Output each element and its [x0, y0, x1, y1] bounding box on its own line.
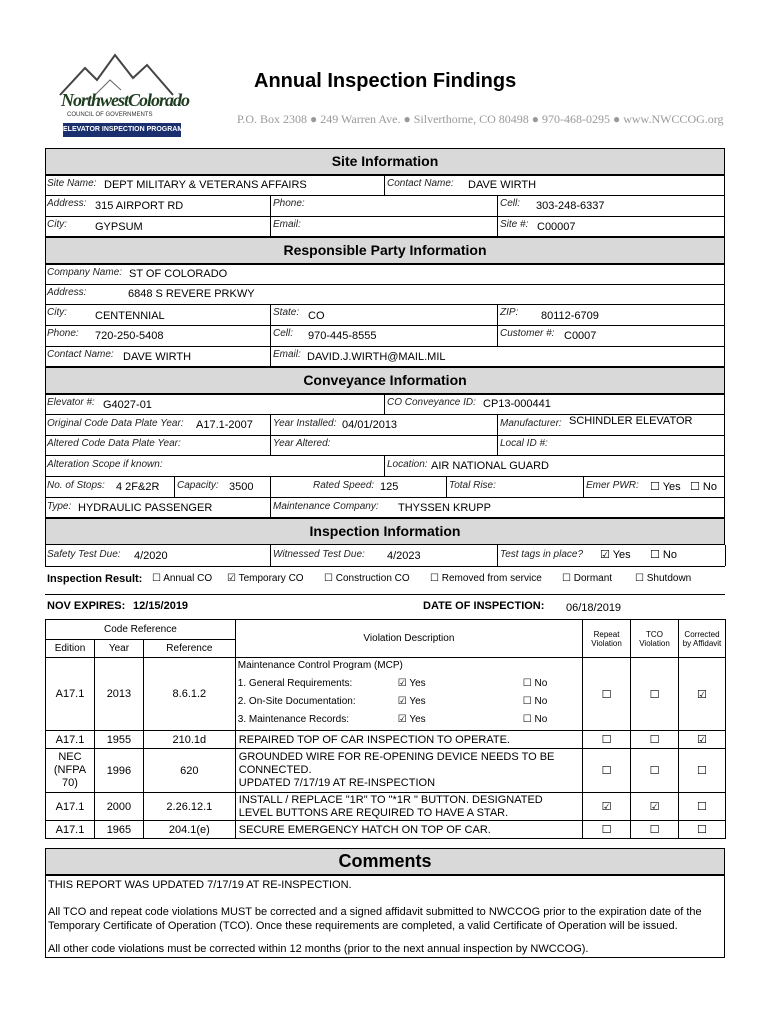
party-email: DAVID.J.WIRTH@MAIL.MIL	[307, 351, 446, 363]
row-reference: 2.26.12.1	[143, 793, 235, 821]
result-dormant-checkbox[interactable]: ☐ Dormant	[562, 573, 613, 584]
total-rise-label: Total Rise:	[449, 480, 496, 491]
edition-header: Edition	[46, 640, 95, 658]
org-address: P.O. Box 2308 ● 249 Warren Ave. ● Silverthorne, CO 80498 ● 970-468-0295 ● www.NWCCOG.org	[237, 112, 724, 126]
site-address-label: Address:	[47, 198, 87, 209]
table-row	[46, 793, 726, 821]
comment-line-3: All other code violations must be corrected within 12 months (prior to the next annual inspection by NWCCOG).	[48, 943, 589, 955]
location-label: Location:	[387, 459, 428, 470]
site-contact: DAVE WIRTH	[468, 179, 537, 191]
comment-line-2: All TCO and repeat code violations MUST be corrected and a signed affidavit submitted to NWCCOG prior to the expiration date of the Temporary Certificate of Operation (TCO). Once these requirements are completed, a valid Certificate of Operation will be issued.	[48, 906, 702, 932]
mcp-corrected-checkbox[interactable]: ☑	[678, 658, 725, 731]
party-zip-label: ZIP:	[500, 307, 519, 318]
mcp-onsite-yes-checkbox[interactable]: ☑ Yes	[397, 696, 426, 707]
site-cell: 303-248-6337	[536, 200, 605, 212]
stops-label: No. of Stops:	[47, 480, 105, 491]
mcp-general-label: 1. General Requirements:	[237, 678, 353, 689]
site-name: DEPT MILITARY & VETERANS AFFAIRS	[104, 179, 307, 191]
year-installed: 04/01/2013	[342, 419, 398, 431]
year-installed-label: Year Installed:	[273, 418, 337, 429]
party-state-label: State:	[273, 307, 300, 318]
inspection-result-label: Inspection Result:	[47, 573, 143, 585]
row-repeat-checkbox[interactable]: ☐	[583, 731, 631, 749]
result-removed-checkbox[interactable]: ☐ Removed from service	[430, 573, 542, 584]
site-address: 315 AIRPORT RD	[95, 200, 184, 212]
co-id: CP13-000441	[483, 398, 551, 410]
party-customer-label: Customer #:	[500, 328, 555, 339]
site-phone-label: Phone:	[273, 198, 305, 209]
mcp-repeat-checkbox[interactable]: ☐	[583, 658, 631, 731]
conveyance-header: Conveyance Information	[45, 367, 725, 394]
row-description-main: GROUNDED WIRE FOR RE-OPENING DEVICE NEEDS TO BE CONNECTED.	[238, 751, 555, 776]
table-row	[46, 821, 726, 839]
alteration-scope-label: Alteration Scope if known:	[47, 459, 163, 470]
row-tco-checkbox[interactable]: ☑	[631, 793, 679, 821]
row-description	[235, 749, 582, 793]
safety-test-label: Safety Test Due:	[47, 549, 121, 560]
row-description-update: UPDATED 7/17/19 AT RE-INSPECTION	[238, 777, 436, 789]
row-description: SECURE EMERGENCY HATCH ON TOP OF CAR.	[235, 821, 582, 839]
emer-pwr-no-checkbox[interactable]: ☐ No	[690, 481, 717, 493]
mcp-onsite-no-checkbox[interactable]: ☐ No	[522, 696, 548, 707]
party-company: ST OF COLORADO	[129, 268, 228, 280]
result-annual-co-checkbox[interactable]: ☐ Annual CO	[152, 573, 213, 584]
site-name-label: Site Name:	[47, 178, 97, 189]
mcp-tco-checkbox[interactable]: ☐	[631, 658, 679, 731]
elevator-label: Elevator #:	[47, 397, 95, 408]
code-reference-header: Code Reference	[46, 620, 236, 640]
party-info-header: Responsible Party Information	[45, 237, 725, 264]
party-cell: 970-445-8555	[308, 330, 377, 342]
party-zip: 80112-6709	[541, 310, 599, 322]
manufacturer-label: Manufacturer:	[500, 418, 562, 429]
comments-header: Comments	[45, 848, 725, 875]
row-corrected-checkbox[interactable]: ☐	[678, 793, 725, 821]
page-title: Annual Inspection Findings	[254, 70, 517, 92]
manufacturer: SCHINDLER ELEVATOR	[569, 415, 693, 427]
site-number-label: Site #:	[500, 219, 529, 230]
result-shutdown-checkbox[interactable]: ☐ Shutdown	[635, 573, 692, 584]
row-edition: A17.1	[46, 793, 95, 821]
party-city-label: City:	[47, 307, 67, 318]
orig-code: A17.1-2007	[196, 419, 253, 431]
corrected-affidavit-header: Corrected by Affidavit	[678, 620, 725, 658]
site-email-label: Email:	[273, 219, 301, 230]
nov-expires: 12/15/2019	[133, 600, 189, 612]
test-tags-label: Test tags in place?	[500, 549, 584, 560]
safety-test-due: 4/2020	[134, 550, 168, 562]
location: AIR NATIONAL GUARD	[431, 460, 549, 472]
violations-table	[45, 619, 726, 839]
violation-description-header: Violation Description	[235, 620, 582, 658]
mcp-general-no-checkbox[interactable]: ☐ No	[522, 678, 548, 689]
row-year: 1996	[94, 749, 143, 793]
type-label: Type:	[47, 501, 72, 512]
table-row	[46, 731, 726, 749]
party-address-label: Address:	[47, 287, 87, 298]
orig-code-label: Original Code Data Plate Year:	[47, 418, 184, 429]
row-corrected-checkbox[interactable]: ☑	[678, 731, 725, 749]
inspection-header: Inspection Information	[45, 518, 725, 545]
reference-header: Reference	[143, 640, 235, 658]
tco-violation-header: TCO Violation	[631, 620, 679, 658]
row-repeat-checkbox[interactable]: ☑	[583, 793, 631, 821]
party-contact-label: Contact Name:	[47, 349, 114, 360]
mcp-title: Maintenance Control Program (MCP)	[237, 660, 403, 671]
mcp-year: 2013	[94, 658, 143, 731]
capacity: 3500	[229, 481, 254, 493]
row-tco-checkbox[interactable]: ☐	[631, 821, 679, 839]
emer-pwr-label: Emer PWR:	[586, 480, 639, 491]
logo-subtitle: COUNCIL OF GOVERNMENTS	[67, 112, 153, 118]
site-city-label: City:	[47, 219, 67, 230]
row-year: 1955	[94, 731, 143, 749]
maint-company: THYSSEN KRUPP	[398, 502, 491, 514]
conveyance-frame	[45, 394, 725, 518]
capacity-label: Capacity:	[177, 480, 219, 491]
year-altered-label: Year Altered:	[273, 438, 331, 449]
rated-speed: 125	[380, 481, 399, 493]
row-reference: 210.1d	[143, 731, 235, 749]
test-tags-no-checkbox[interactable]: ☐ No	[650, 549, 677, 561]
row-edition: NEC (NFPA 70)	[46, 749, 95, 793]
party-phone-label: Phone:	[47, 328, 79, 339]
row-reference: 204.1(e)	[143, 821, 235, 839]
year-header: Year	[94, 640, 143, 658]
witnessed-test-due: 4/2023	[387, 550, 421, 562]
table-row	[46, 658, 726, 731]
result-temporary-co-checkbox[interactable]: ☑ Temporary CO	[227, 573, 304, 584]
party-state: CO	[308, 310, 325, 322]
inspection-date: 06/18/2019	[566, 602, 622, 614]
row-repeat-checkbox[interactable]: ☐	[583, 821, 631, 839]
party-address: 6848 S REVERE PRKWY	[128, 288, 255, 300]
site-contact-label: Contact Name:	[387, 178, 454, 189]
result-construction-co-checkbox[interactable]: ☐ Construction CO	[324, 573, 410, 584]
emer-pwr-yes-checkbox[interactable]: ☐ Yes	[650, 481, 681, 493]
party-customer: C0007	[564, 330, 597, 342]
party-city: CENTENNIAL	[95, 310, 165, 322]
mcp-description	[235, 658, 582, 731]
mcp-edition: A17.1	[46, 658, 95, 731]
rated-speed-label: Rated Speed:	[313, 480, 375, 491]
party-contact: DAVE WIRTH	[123, 351, 192, 363]
witnessed-test-label: Witnessed Test Due:	[273, 549, 365, 560]
site-cell-label: Cell:	[500, 198, 521, 209]
co-id-label: CO Conveyance ID:	[387, 397, 476, 408]
repeat-violation-header: Repeat Violation	[583, 620, 631, 658]
row-corrected-checkbox[interactable]: ☐	[678, 821, 725, 839]
row-tco-checkbox[interactable]: ☐	[631, 731, 679, 749]
maint-company-label: Maintenance Company:	[273, 501, 379, 512]
site-city: GYPSUM	[95, 221, 143, 233]
row-description: REPAIRED TOP OF CAR INSPECTION TO OPERATE.	[235, 731, 582, 749]
nov-expires-label: NOV EXPIRES:	[47, 600, 126, 612]
logo-title: NorthwestColorado	[61, 90, 190, 110]
elevator-number: G4027-01	[103, 399, 152, 411]
mcp-records-yes-checkbox[interactable]: ☑ Yes	[397, 714, 426, 725]
comment-line-1: THIS REPORT WAS UPDATED 7/17/19 AT RE-INSPECTION.	[48, 879, 352, 891]
site-info-header: Site Information	[45, 148, 725, 175]
program-badge: ELEVATOR INSPECTION PROGRAM	[63, 123, 181, 137]
org-logo	[55, 50, 190, 145]
mcp-records-no-checkbox[interactable]: ☐ No	[522, 714, 548, 725]
mcp-reference: 8.6.1.2	[143, 658, 235, 731]
conveyance-type: HYDRAULIC PASSENGER	[78, 502, 213, 514]
row-year: 1965	[94, 821, 143, 839]
test-tags-yes-checkbox[interactable]: ☑ Yes	[600, 549, 631, 561]
row-edition: A17.1	[46, 731, 95, 749]
altered-code-label: Altered Code Data Plate Year:	[47, 438, 181, 449]
site-number: C00007	[537, 221, 576, 233]
mcp-general-yes-checkbox[interactable]: ☑ Yes	[397, 678, 426, 689]
row-edition: A17.1	[46, 821, 95, 839]
row-description: INSTALL / REPLACE "1R" TO "*1R " BUTTON. DESIGNATED LEVEL BUTTONS ARE REQUIRED TO HAVE A STAR.	[235, 793, 582, 821]
row-reference: 620	[143, 749, 235, 793]
party-company-label: Company Name:	[47, 267, 123, 278]
row-repeat-checkbox[interactable]: ☐	[583, 749, 631, 793]
table-header-row	[46, 620, 726, 640]
party-email-label: Email:	[273, 349, 301, 360]
local-id-label: Local ID #:	[500, 438, 548, 449]
row-corrected-checkbox[interactable]: ☐	[678, 749, 725, 793]
mcp-records-label: 3. Maintenance Records:	[237, 714, 349, 725]
row-year: 2000	[94, 793, 143, 821]
row-tco-checkbox[interactable]: ☐	[631, 749, 679, 793]
mcp-onsite-label: 2. On-Site Documentation:	[237, 696, 356, 707]
party-phone: 720-250-5408	[95, 330, 164, 342]
table-row	[46, 749, 726, 793]
stops: 4 2F&2R	[116, 481, 160, 493]
inspection-date-label: DATE OF INSPECTION:	[423, 600, 545, 612]
party-cell-label: Cell:	[273, 328, 294, 339]
